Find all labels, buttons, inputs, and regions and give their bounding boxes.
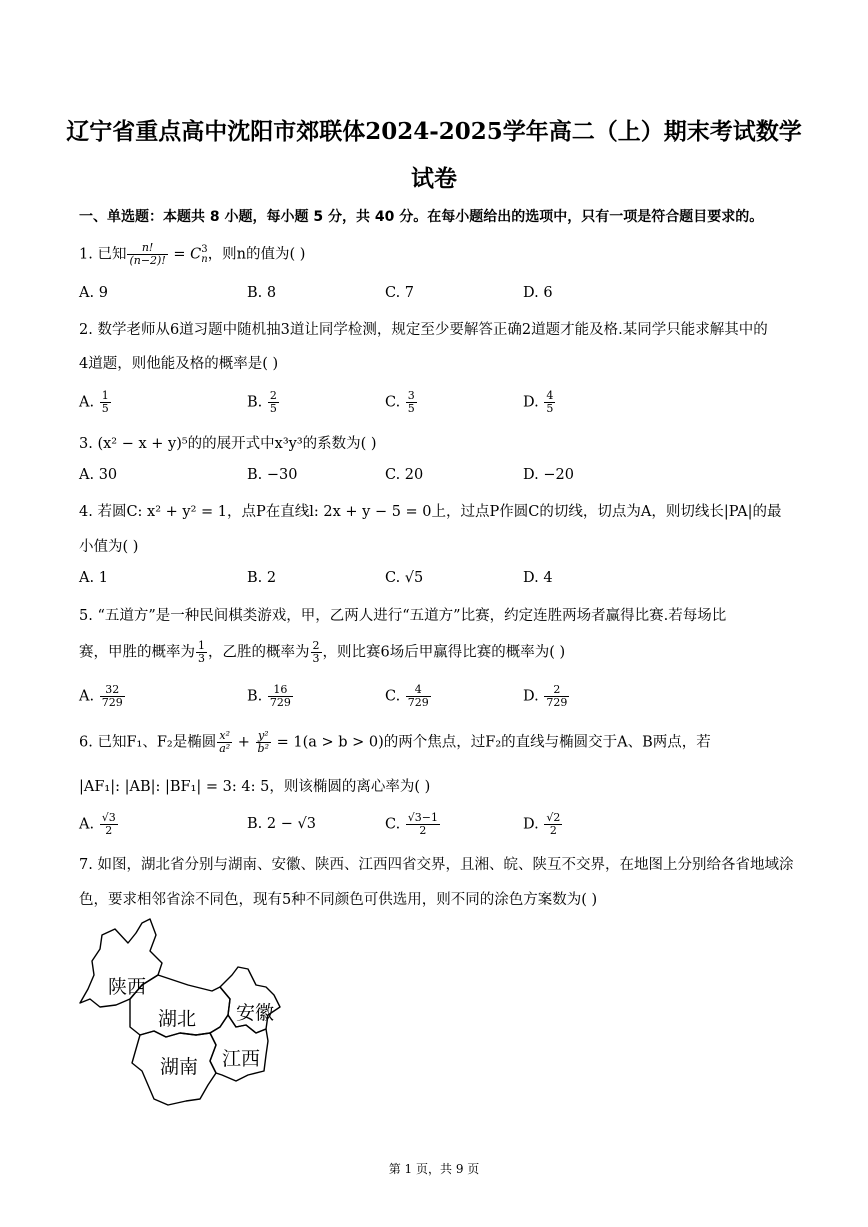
province-map (70, 915, 310, 1110)
fraction: $\frac{n!}{(n-2)!}$ (129, 241, 166, 267)
question-5-line2: 赛，甲胜的概率为 $\frac{1}{3}$ ，乙胜的概率为 $\frac{2}{3}$ ，则比赛6场后甲赢得比赛的概率为( ) (79, 639, 566, 665)
option-a: A. 1 (79, 570, 108, 586)
option-d: D. −20 (523, 467, 574, 483)
map-label-shaanxi: 陕西 (108, 976, 147, 998)
option-b: B. −30 (247, 467, 298, 483)
question-2-line1: 2. 数学老师从6道习题中随机抽3道让同学检测，规定至少要解答正确2道题才能及格.某同学只能求解其中的 (79, 322, 768, 338)
option-a: A. $\frac{1}{5}$ (79, 389, 109, 415)
option-d: D. $\frac{√2}{2}$ (523, 811, 561, 837)
option-c: C. $\frac{√3-1}{2}$ (385, 811, 439, 837)
option-b: B. 2 (247, 570, 277, 586)
question-7-line2: 色，要求相邻省涂不同色，现有5种不同颜色可供选用，则不同的涂色方案数为( ) (79, 892, 598, 908)
option-c: C. $\frac{3}{5}$ (385, 389, 415, 415)
option-b: B. $\frac{16}{729}$ (247, 683, 291, 709)
option-d: D. $\frac{2}{729}$ (523, 683, 568, 709)
map-label-hubei: 湖北 (158, 1008, 197, 1030)
question-3-line1: 3. (x² − x + y)⁵的的展开式中x³y³的系数为( ) (79, 436, 377, 452)
question-6-line2: |AF₁|: |AB|: |BF₁| = 3: 4: 5，则该椭圆的离心率为( ) (79, 779, 431, 795)
option-a: A. 9 (79, 285, 108, 301)
page-footer: 第 1 页，共 9 页 (388, 1162, 480, 1176)
map-label-jiangxi: 江西 (222, 1048, 261, 1070)
option-d: D. 4 (523, 570, 553, 586)
option-c: C. 7 (385, 285, 415, 301)
question-1-stem: 1. 已知 $\frac{n!}{(n-2)!}$ = C 3 n ，则n的值为( ) (79, 241, 306, 267)
question-5-line1: 5. “五道方”是一种民间棋类游戏，甲，乙两人进行“五道方”比赛，约定连胜两场者赢得比赛.若每场比 (79, 608, 727, 624)
option-c: C. 20 (385, 467, 424, 483)
map-label-anhui: 安徽 (236, 1002, 275, 1024)
question-2-line2: 4道题，则他能及格的概率是( ) (79, 356, 279, 372)
option-d: D. 6 (523, 285, 553, 301)
question-4-line2: 小值为( ) (79, 539, 139, 555)
question-7-line1: 7. 如图，湖北省分别与湖南、安徽、陕西、江西四省交界，且湘、皖、陕互不交界，在地图上分别给各省地域涂 (79, 857, 794, 873)
map-label-hunan: 湖南 (160, 1056, 199, 1078)
option-b: B. 2 − √3 (247, 816, 316, 832)
option-c: C. $\frac{4}{729}$ (385, 683, 429, 709)
option-a: A. $\frac{32}{729}$ (79, 683, 123, 709)
option-a: A. $\frac{√3}{2}$ (79, 811, 116, 837)
paper-title-line2: 试卷 (411, 165, 457, 192)
option-d: D. $\frac{4}{5}$ (523, 389, 554, 415)
section-heading: 一、单选题：本题共 8 小题，每小题 5 分，共 40 分。在每小题给出的选项中，只有一项是符合题目要求的。 (79, 209, 764, 225)
option-c: C. √5 (385, 570, 424, 586)
option-a: A. 30 (79, 467, 118, 483)
option-b: B. 8 (247, 285, 277, 301)
option-b: B. $\frac{2}{5}$ (247, 389, 277, 415)
paper-title-line1: 辽宁省重点高中沈阳市郊联体2024-2025学年高二（上）期末考试数学 (66, 118, 802, 145)
question-6-line1: 6. 已知F₁、F₂是椭圆 $\frac{\text{x²}}{\text{a²}}$ + $\frac{\text{y²}}{\text{b²}}$ = 1(a > b > 0)的两个焦点，过F₂的直线与椭圆交于A、B两点，若 (79, 729, 711, 755)
question-4-line1: 4. 若圆C: x² + y² = 1，点P在直线l: 2x + y − 5 = 0上，过点P作圆C的切线，切点为A，则切线长|PA|的最 (79, 504, 782, 520)
